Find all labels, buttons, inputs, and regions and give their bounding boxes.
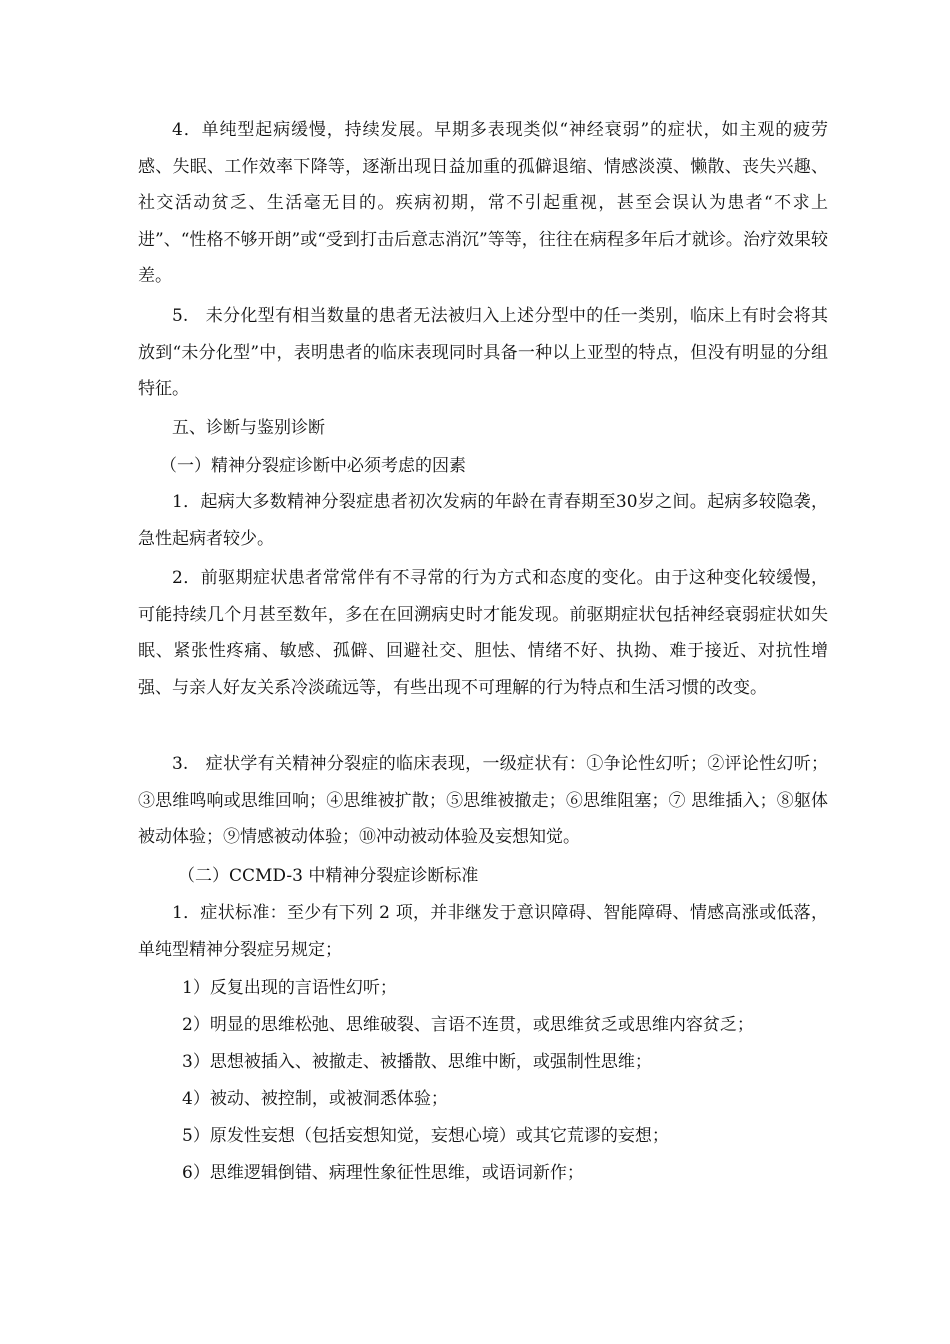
paragraph-onset: 1．起病大多数精神分裂症患者初次发病的年龄在青春期至30岁之间。起病多较隐袭，急性起病者较少。 [138, 492, 828, 549]
paragraph-undifferentiated-type: 5. 未分化型有相当数量的患者无法被归入上述分型中的任一类别，临床上有时会将其放到“未分化型”中，表明患者的临床表现同时具备一种以上亚型的特点，但没有明显的分组特征。 [138, 306, 828, 399]
paragraph-prodromal: 2．前驱期症状患者常常伴有不寻常的行为方式和态度的变化。由于这种变化较缓慢，可能持续几个月甚至数年，多在在回溯病史时才能发现。前驱期症状包括神经衰弱症状如失眠、紧张性疼痛、敏感、孤僻、回避社交、胆怯、情绪不好、执拗、难于接近、对抗性增强、与亲人好友关系冷淡疏远等，有些出现不可理解的行为特点和生活习惯的改变。 [138, 568, 828, 698]
list-item: 4）被动、被控制，或被洞悉体验； [182, 1089, 448, 1109]
subheading-diagnostic-factors: （一）精神分裂症诊断中必须考虑的因素 [160, 456, 466, 476]
list-item: 3）思想被插入、被撤走、被播散、思维中断，或强制性思维； [182, 1052, 652, 1072]
subheading-ccmd3-criteria: （二）CCMD-3 中精神分裂症诊断标准 [178, 866, 479, 886]
list-item: 6）思维逻辑倒错、病理性象征性思维，或语词新作； [182, 1163, 584, 1183]
list-item: 5）原发性妄想（包括妄想知觉，妄想心境）或其它荒谬的妄想； [182, 1126, 669, 1146]
list-item: 2）明显的思维松弛、思维破裂、言语不连贯，或思维贫乏或思维内容贫乏； [182, 1015, 754, 1035]
list-item: 1）反复出现的言语性幻听； [182, 978, 397, 998]
section-heading-diagnosis: 五、诊断与鉴别诊断 [172, 418, 325, 438]
paragraph-simple-type: 4．单纯型起病缓慢，持续发展。早期多表现类似“神经衰弱”的症状，如主观的疲劳感、失眠、工作效率下降等，逐渐出现日益加重的孤僻退缩、情感淡漠、懒散、丧失兴趣、社交活动贫乏、生活毫无目的。疾病初期，常不引起重视，甚至会误认为患者“不求上进”、“性格不够开朗”或“受到打击后意志消沉”等等，往往在病程多年后才就诊。治疗效果较差。 [138, 120, 828, 286]
paragraph-symptom-criteria: 1．症状标准：至少有下列 2 项，并非继发于意识障碍、智能障碍、情感高涨或低落，单纯型精神分裂症另规定； [138, 903, 828, 960]
paragraph-symptomatology: 3. 症状学有关精神分裂症的临床表现，一级症状有：①争论性幻听；②评论性幻听；③思维鸣响或思维回响；④思维被扩散；⑤思维被撤走；⑥思维阻塞；⑦ 思维插入；⑧躯体被动体验；⑨情感被动体验；⑩冲动被动体验及妄想知觉。 [138, 754, 828, 847]
